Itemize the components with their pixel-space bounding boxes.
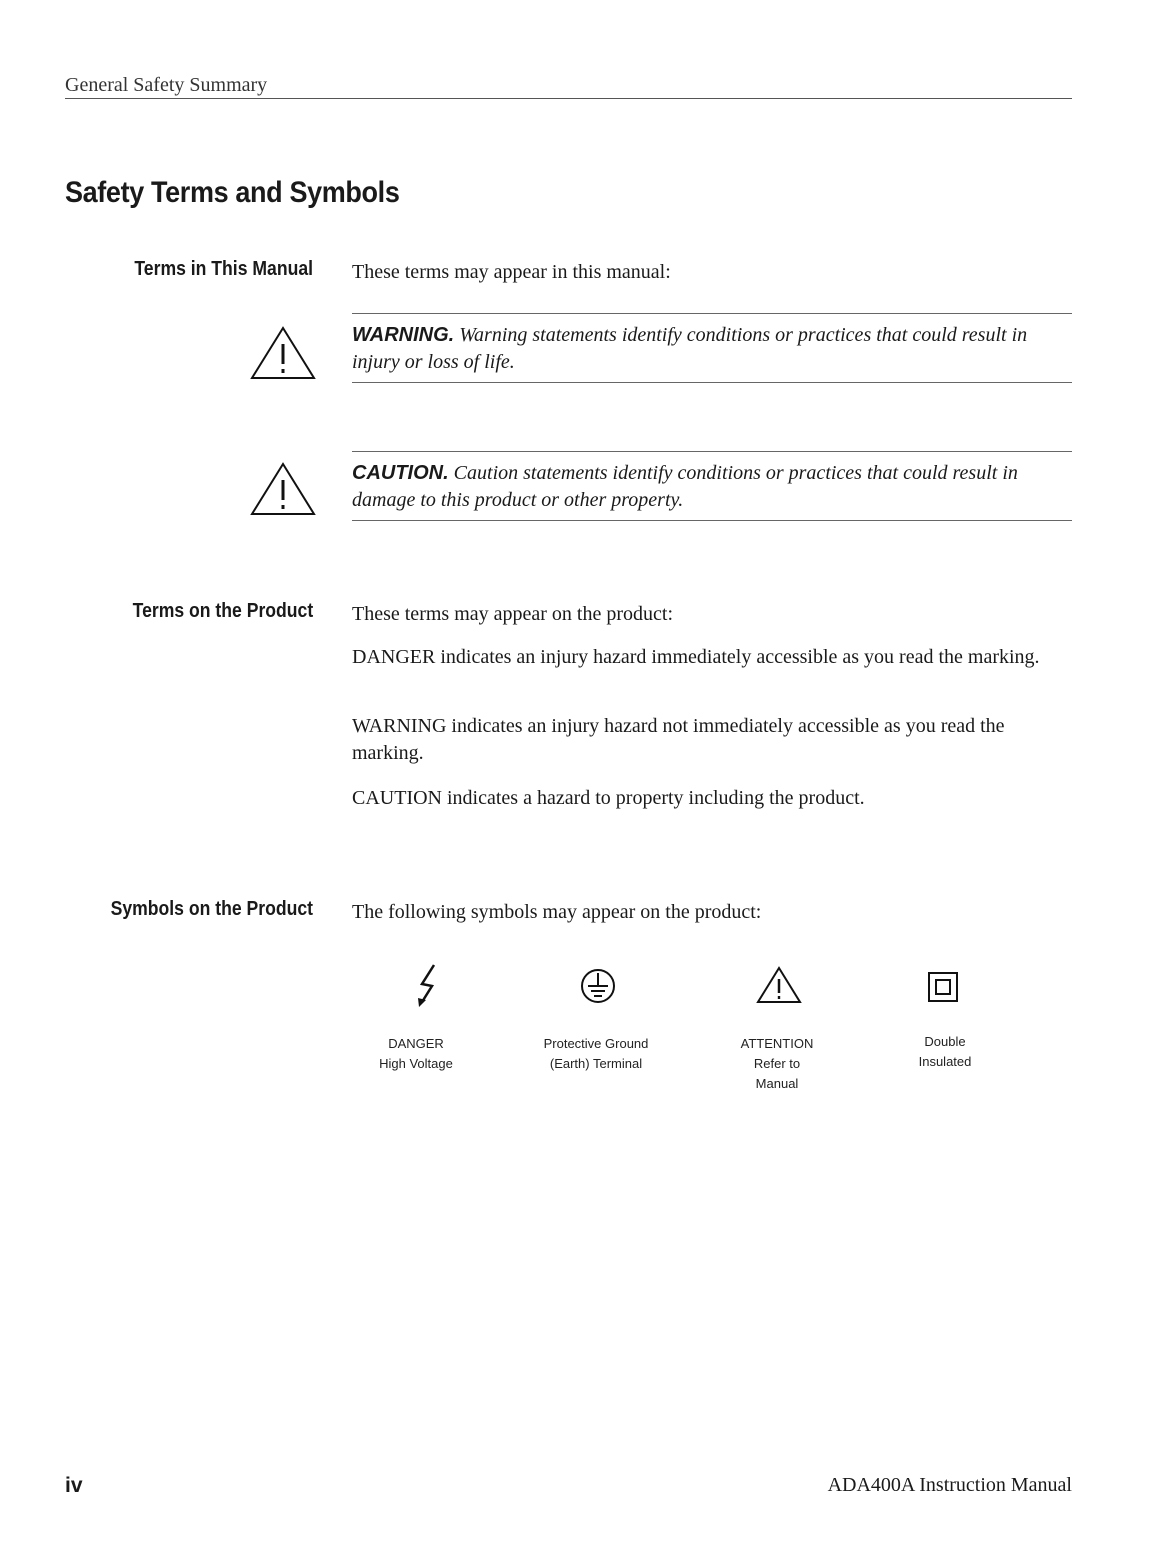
caution-paragraph: CAUTION indicates a hazard to property including the product. — [352, 787, 865, 809]
symbol-caption-line: ATTENTION — [740, 1036, 814, 1051]
terms-manual-intro: These terms may appear in this manual: — [352, 261, 671, 283]
symbols-intro: The following symbols may appear on the product: — [352, 901, 762, 923]
page-number: iv — [65, 1474, 83, 1497]
terms-product-intro: These terms may appear on the product: — [352, 603, 673, 625]
protective-ground-icon — [578, 966, 618, 1006]
symbol-caption-line: Double — [924, 1034, 966, 1049]
attention-icon — [756, 966, 802, 1004]
symbol-caption-attention — [687, 1034, 867, 1094]
symbol-caption-line: Refer to — [753, 1056, 801, 1071]
warning-keyword: WARNING. — [352, 324, 455, 346]
running-header: General Safety Summary — [65, 74, 268, 96]
document-title: ADA400A Instruction Manual — [827, 1474, 1072, 1496]
symbol-caption-line: (Earth) Terminal — [549, 1056, 643, 1071]
page-title: Safety Terms and Symbols — [65, 176, 400, 209]
symbol-caption-danger — [326, 1034, 506, 1074]
danger-paragraph: DANGER indicates an injury hazard immediately accessible as you read the marking. — [352, 646, 1040, 668]
warning-notice — [352, 313, 1072, 383]
caution-keyword: CAUTION. — [352, 462, 449, 484]
symbol-caption-line: Manual — [755, 1076, 799, 1091]
double-insulated-icon — [927, 971, 959, 1003]
section-heading-terms-in-manual: Terms in This Manual — [134, 258, 313, 280]
header-rule — [65, 98, 1072, 99]
warning-paragraph: WARNING indicates an injury hazard not immediately accessible as you read the marking. — [352, 715, 1005, 764]
section-heading-symbols-on-product: Symbols on the Product — [110, 898, 313, 920]
warning-triangle-icon — [250, 326, 316, 380]
symbol-caption-line: High Voltage — [379, 1056, 453, 1071]
caution-text: Caution statements identify conditions or practices that could result in damage to this product or other property. — [352, 462, 1018, 511]
caution-triangle-icon — [250, 462, 316, 516]
symbol-caption-double-insulated — [855, 1032, 1035, 1072]
symbol-caption-line: Protective Ground — [543, 1036, 649, 1051]
warning-text: Warning statements identify conditions or practices that could result in injury or loss of life. — [352, 324, 1028, 373]
caution-notice — [352, 451, 1072, 521]
symbol-caption-line: DANGER — [388, 1036, 444, 1051]
symbol-caption-protective-ground — [506, 1034, 686, 1074]
high-voltage-icon — [412, 962, 442, 1010]
symbol-caption-line: Insulated — [918, 1054, 972, 1069]
section-heading-terms-on-product: Terms on the Product — [132, 600, 313, 622]
